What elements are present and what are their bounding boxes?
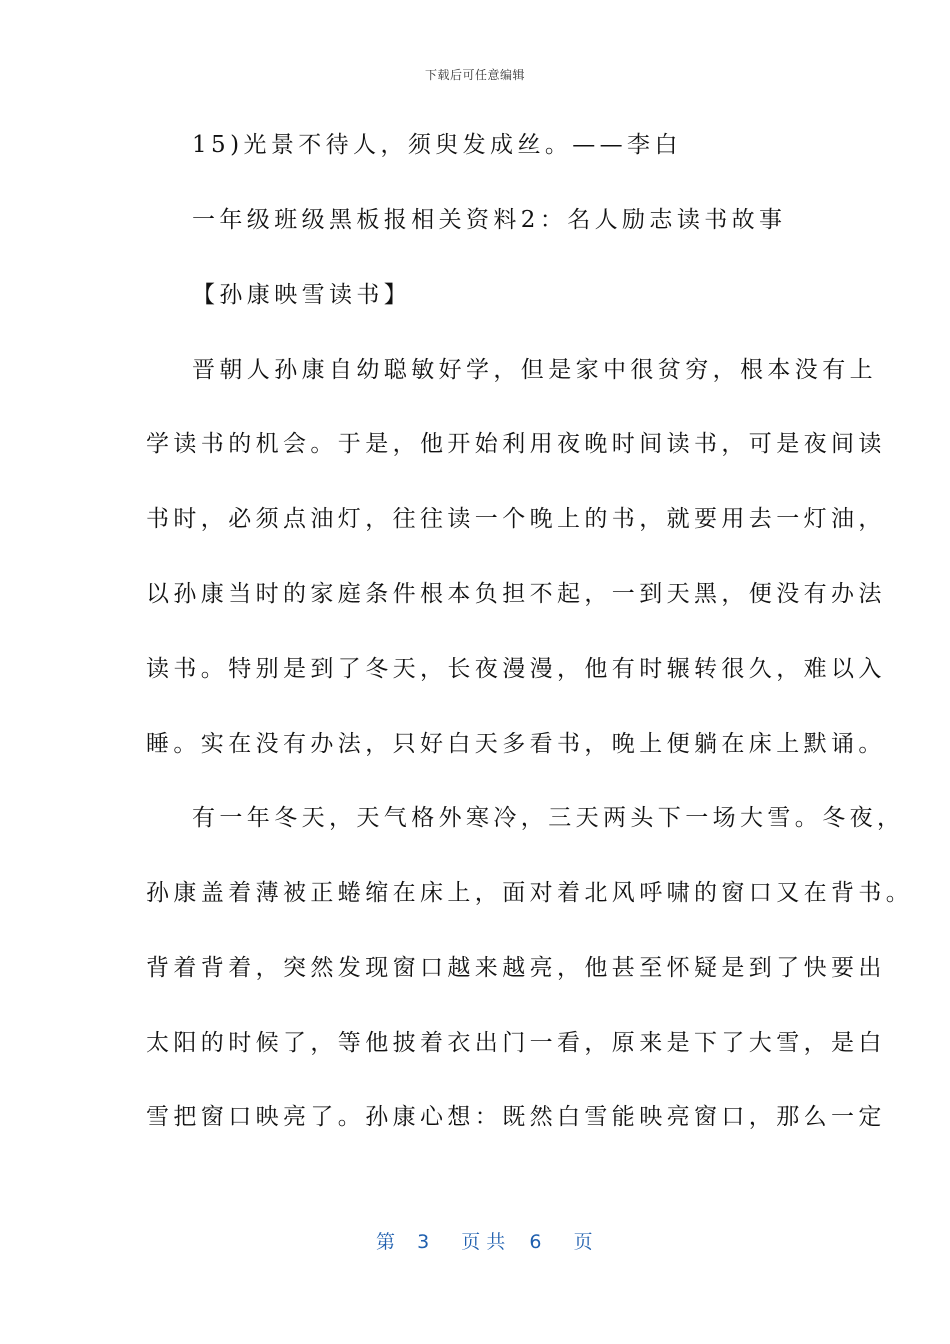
paragraph-line: 雪把窗口映亮了。孙康心想：既然白雪能映亮窗口，那么一定 bbox=[146, 1104, 886, 1130]
page-number-footer bbox=[376, 1227, 593, 1254]
page-header-note: 下载后可任意编辑 bbox=[424, 68, 525, 82]
paragraph-line: 睡。实在没有办法，只好白天多看书，晚上便躺在床上默诵。 bbox=[146, 731, 886, 757]
story-title: 【孙康映雪读书】 bbox=[192, 282, 412, 308]
paragraph-line: 以孙康当时的家庭条件根本负担不起，一到天黑，便没有办法 bbox=[146, 581, 886, 607]
paragraph-line: 太阳的时候了，等他披着衣出门一看，原来是下了大雪，是白 bbox=[146, 1030, 886, 1056]
footer-prefix: 第 bbox=[376, 1231, 396, 1253]
paragraph-line: 背着背着，突然发现窗口越来越亮，他甚至怀疑是到了快要出 bbox=[146, 955, 886, 981]
paragraph-line: 孙康盖着薄被正蜷缩在床上，面对着北风呼啸的窗口又在背书。 bbox=[146, 880, 914, 906]
footer-current-page: 3 bbox=[417, 1231, 430, 1253]
footer-suffix: 页 bbox=[573, 1231, 593, 1253]
footer-total-pages: 6 bbox=[529, 1231, 542, 1253]
paragraph-line: 学读书的机会。于是，他开始利用夜晚时间读书，可是夜间读 bbox=[146, 431, 886, 457]
footer-middle: 页共 bbox=[461, 1231, 512, 1253]
quote-line: 15)光景不待人，须臾发成丝。——李白 bbox=[192, 132, 682, 158]
paragraph-line: 读书。特别是到了冬天，长夜漫漫，他有时辗转很久，难以入 bbox=[146, 656, 886, 682]
section-heading: 一年级班级黑板报相关资料2：名人励志读书故事 bbox=[192, 207, 787, 233]
paragraph-line: 晋朝人孙康自幼聪敏好学，但是家中很贫穷，根本没有上 bbox=[192, 357, 877, 383]
paragraph-line: 有一年冬天，天气格外寒冷，三天两头下一场大雪。冬夜， bbox=[192, 805, 905, 831]
paragraph-line: 书时，必须点油灯，往往读一个晚上的书，就要用去一灯油， bbox=[146, 506, 886, 532]
